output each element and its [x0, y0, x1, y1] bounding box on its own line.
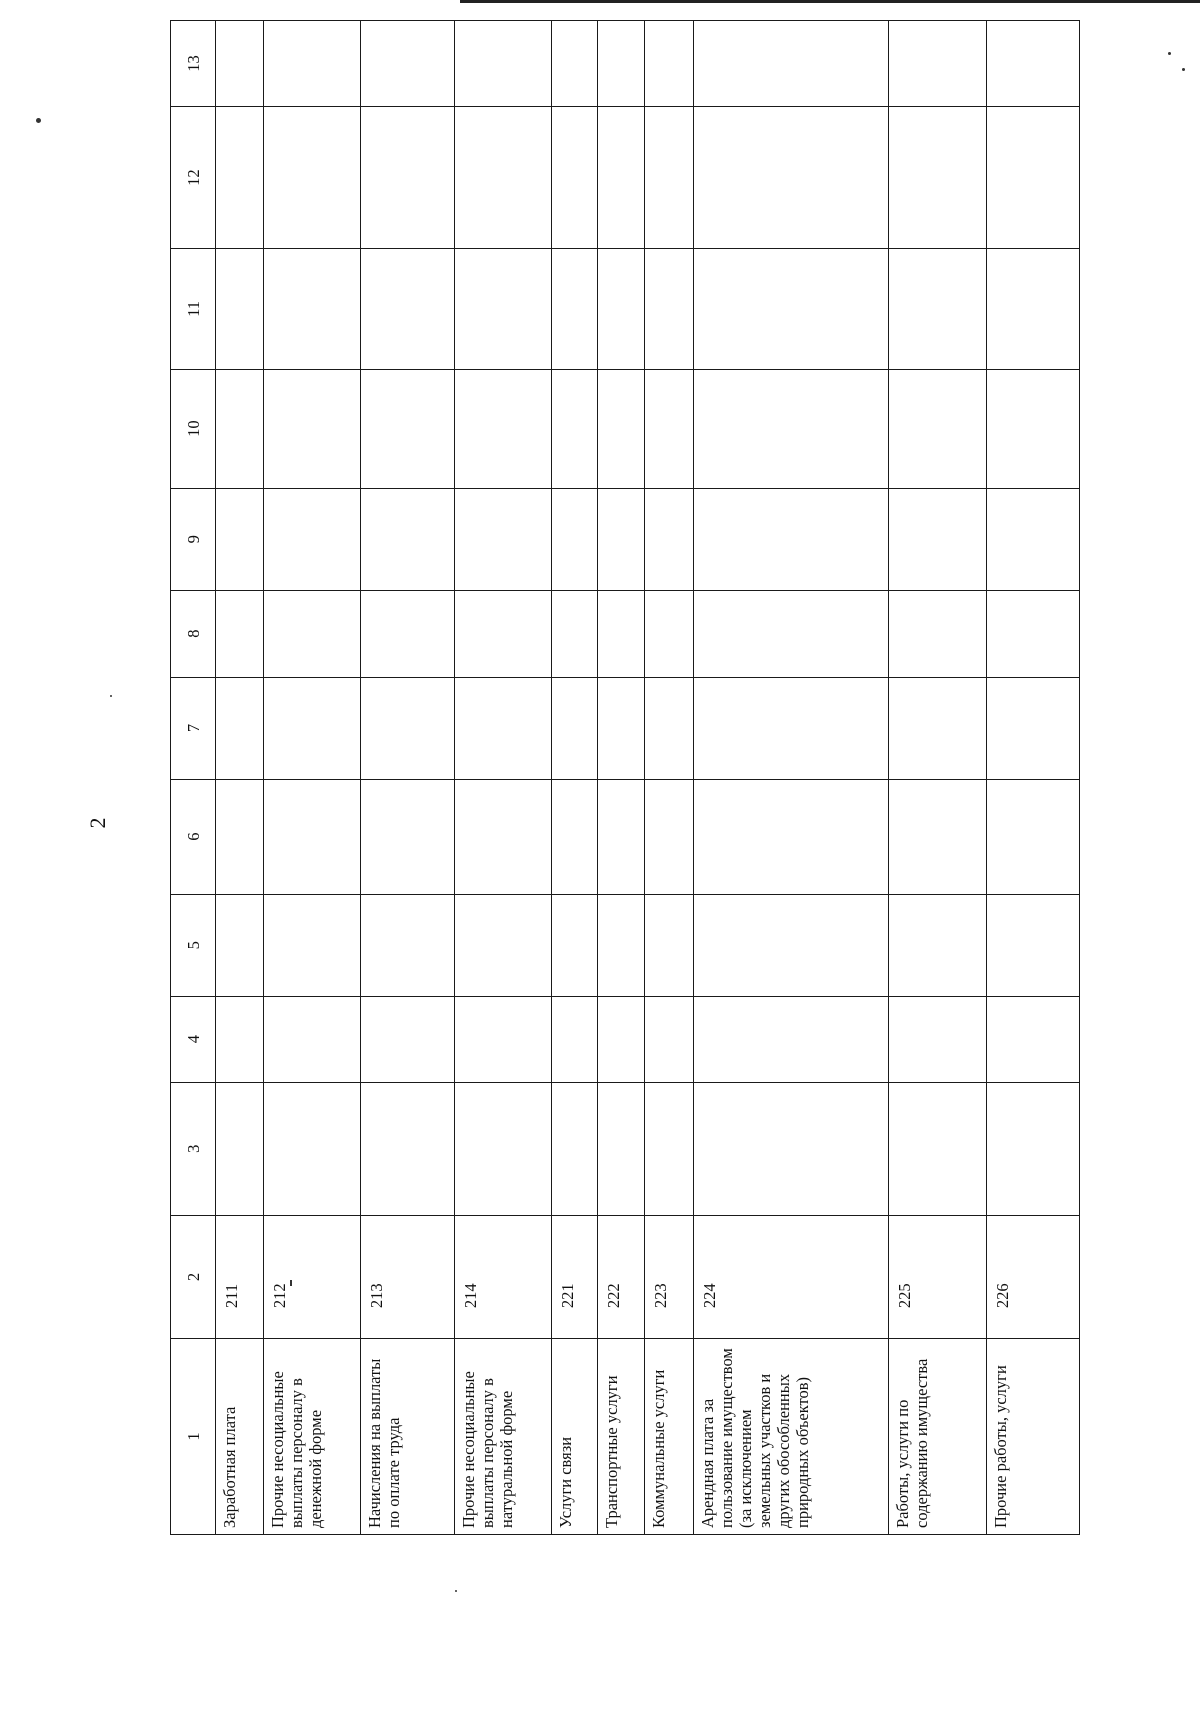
- table-row: [263, 21, 361, 1535]
- page-number: 2: [85, 817, 110, 829]
- table-row: [598, 21, 645, 1535]
- row-code: 222: [598, 1215, 645, 1338]
- table-row: [552, 21, 598, 1535]
- row-code: 223: [644, 1215, 693, 1338]
- row-code: 221: [552, 1215, 598, 1338]
- column-header-1: 1: [171, 1339, 216, 1535]
- row-name: Арендная плата за пользование имуществом (за исключением земельных участков и других обособленных природных объектов): [693, 1339, 888, 1535]
- row-code: 225: [888, 1215, 986, 1338]
- column-header-9: 9: [171, 488, 216, 590]
- row-name: Коммунальные услуги: [644, 1339, 693, 1535]
- scan-speck: [110, 695, 112, 697]
- column-header-2: 2: [171, 1215, 216, 1338]
- column-header-5: 5: [171, 894, 216, 996]
- row-code: 211: [216, 1215, 264, 1338]
- row-code: 224: [693, 1215, 888, 1338]
- column-header-13: 13: [171, 21, 216, 107]
- table-row: [216, 21, 264, 1535]
- table-wrapper: [170, 20, 1080, 1535]
- scan-speck: [455, 1590, 457, 1592]
- row-name: Прочие работы, услуги: [986, 1339, 1080, 1535]
- scan-speck: [290, 1280, 292, 1286]
- row-name: Прочие несоциальные выплаты персоналу в натуральной форме: [454, 1339, 552, 1535]
- row-name: Прочие несоциальные выплаты персоналу в денежной форме: [263, 1339, 361, 1535]
- scan-speck: [36, 118, 41, 123]
- row-code: 213: [361, 1215, 454, 1338]
- column-header-11: 11: [171, 249, 216, 369]
- header-row: [171, 21, 216, 1535]
- row-name: Транспортные услуги: [598, 1339, 645, 1535]
- column-header-3: 3: [171, 1082, 216, 1215]
- column-header-8: 8: [171, 590, 216, 677]
- table-row: [888, 21, 986, 1535]
- expense-table: [170, 20, 1080, 1535]
- top-scan-border: [460, 0, 1200, 3]
- scan-speck: [1168, 52, 1171, 55]
- row-name: Работы, услуги по содержанию имущества: [888, 1339, 986, 1535]
- column-header-6: 6: [171, 779, 216, 894]
- row-code: 226: [986, 1215, 1080, 1338]
- column-header-10: 10: [171, 369, 216, 488]
- column-header-7: 7: [171, 677, 216, 779]
- column-header-4: 4: [171, 996, 216, 1082]
- scan-speck: [1182, 68, 1185, 71]
- row-name: Начисления на выплаты по оплате труда: [361, 1339, 454, 1535]
- row-code: 212: [263, 1215, 361, 1338]
- table-row: [986, 21, 1080, 1535]
- table-row: [361, 21, 454, 1535]
- row-name: Заработная плата: [216, 1339, 264, 1535]
- table-row: [693, 21, 888, 1535]
- column-header-12: 12: [171, 106, 216, 248]
- table-row: [454, 21, 552, 1535]
- row-code: 214: [454, 1215, 552, 1338]
- table-row: [644, 21, 693, 1535]
- row-name: Услуги связи: [552, 1339, 598, 1535]
